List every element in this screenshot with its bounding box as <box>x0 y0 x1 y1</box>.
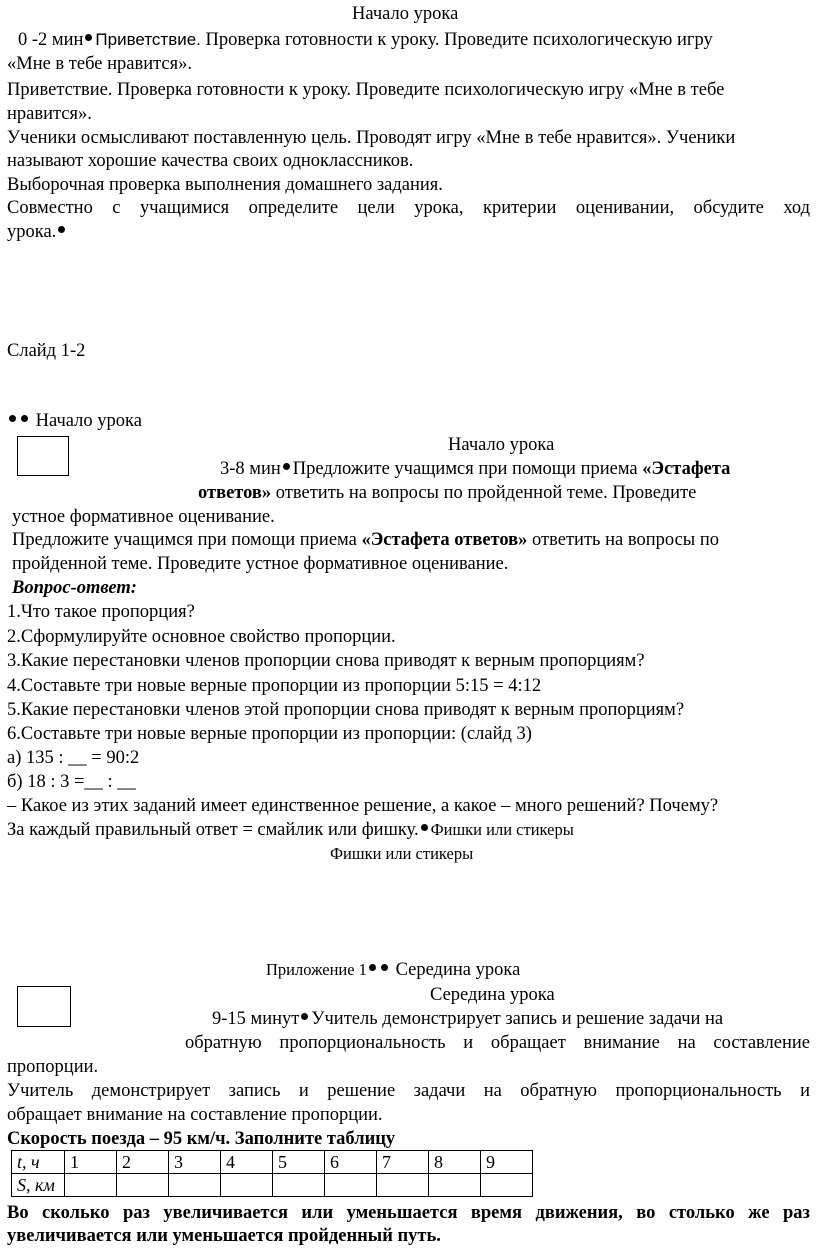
conclusion-b: увеличивается или уменьшается пройденный путь. <box>7 1226 441 1246</box>
table-cell-empty <box>377 1174 429 1197</box>
block3-time: 9-15 минут <box>212 1009 300 1029</box>
conclusion-a: Во сколько раз увеличивается или уменьшается время движения, во столько же раз <box>7 1203 810 1223</box>
block3-appendix-line <box>266 958 520 982</box>
question-3: 3.Какие перестановки членов пропорции снова приводят к верным пропорциям? <box>7 651 645 671</box>
table-cell: 8 <box>429 1151 481 1174</box>
block1-paragraph-4a: Совместно с учащимися определите цели урока, критерии оценивании, обсудите ход <box>7 198 810 218</box>
block2-line-2 <box>198 481 696 505</box>
row-label-time: t, ч <box>12 1151 65 1174</box>
table-cell-empty <box>169 1174 221 1197</box>
table-cell-empty <box>65 1174 117 1197</box>
block2-paragraph-1d: пройденной теме. Проведите устное формативное оценивание. <box>12 554 509 574</box>
question-4: 4.Составьте три новые верные пропорции из пропорции 5:15 = 4:12 <box>7 676 542 696</box>
block2-paragraph-1 <box>12 528 719 552</box>
bullet-icon <box>301 1013 308 1020</box>
block1-paragraph-4b: урока. <box>7 222 57 242</box>
bullet-icon <box>381 964 388 971</box>
table-cell-empty <box>325 1174 377 1197</box>
question-5: 5.Какие перестановки членов этой пропорции снова приводят к верным пропорциям? <box>7 700 685 720</box>
section-heading-start: Начало урока <box>352 4 459 24</box>
block2-paragraph-1a: Предложите учащимся при помощи приема <box>12 530 357 550</box>
block3-line-2: обратную пропорциональность и обращает внимание на составление <box>185 1033 810 1053</box>
table-cell: 1 <box>65 1151 117 1174</box>
bullet-icon <box>369 964 376 971</box>
block3-line-1 <box>212 1007 723 1031</box>
table-cell: 5 <box>273 1151 325 1174</box>
block2-line-3: устное формативное оценивание. <box>12 507 275 527</box>
bullet-icon <box>85 34 92 41</box>
block1-paragraph-2b: называют хорошие качества своих одноклассников. <box>7 151 414 171</box>
table-cell-empty <box>117 1174 169 1197</box>
block1-paragraph-2a: Ученики осмысливают поставленную цель. Проводят игру «Мне в тебе нравится». Ученики <box>7 128 736 148</box>
slide-label: Слайд 1-2 <box>7 341 86 361</box>
table-cell-empty <box>481 1174 533 1197</box>
reward-line <box>7 818 574 842</box>
question-2: 2.Сформулируйте основное свойство пропорции. <box>7 627 396 647</box>
question-followup: – Какое из этих заданий имеет единственное решение, а какое – много решений? Почему? <box>7 796 719 816</box>
qa-heading: Вопрос-ответ: <box>12 578 137 598</box>
block3-line-3: пропорции. <box>7 1057 99 1077</box>
empty-box <box>17 986 71 1027</box>
block2-paragraph-1c: ответить на вопросы по <box>532 530 719 550</box>
appendix-label: Приложение 1 <box>266 960 367 979</box>
reward-note: Фишки или стикеры <box>430 820 574 839</box>
question-6: 6.Составьте три новые верные пропорции из пропорции: (слайд 3) <box>7 724 532 744</box>
block1-title-sans: Приветствие. <box>95 30 201 49</box>
table-row <box>12 1151 533 1174</box>
table-cell-empty <box>429 1174 481 1197</box>
block2-line-1a: Предложите учащимся при помощи приема <box>292 459 638 479</box>
table-cell: 3 <box>169 1151 221 1174</box>
question-6a: а) 135 : __ = 90:2 <box>7 748 140 768</box>
question-6b: б) 18 : 3 =__ : __ <box>7 772 136 792</box>
table-cell-empty <box>221 1174 273 1197</box>
block2-line-2b: ответить на вопросы по пройденной теме. Проведите <box>275 483 697 503</box>
block2-bullets-heading-line <box>7 409 142 433</box>
reward-text: За каждый правильный ответ = смайлик или фишку. <box>7 820 419 840</box>
block1-time: 0 -2 мин <box>18 30 84 50</box>
table-cell: 6 <box>325 1151 377 1174</box>
reward-note-center: Фишки или стикеры <box>330 844 474 863</box>
block3-paragraph-1b: обращает внимание на составление пропорции. <box>7 1105 383 1125</box>
bullet-icon <box>283 463 290 470</box>
table-cell: 9 <box>481 1151 533 1174</box>
bullet-icon <box>421 824 428 831</box>
empty-box <box>17 436 69 476</box>
block2-line-1b: «Эстафета <box>642 459 731 479</box>
block1-paragraph-3: Выборочная проверка выполнения домашнего задания. <box>7 175 443 195</box>
table-cell-empty <box>273 1174 325 1197</box>
bullet-icon <box>9 415 16 422</box>
block2-line-1 <box>220 457 730 481</box>
bullet-icon <box>21 415 28 422</box>
question-1: 1.Что такое пропорция? <box>7 602 195 622</box>
section-heading-start-2: Начало урока <box>448 435 555 455</box>
block1-paragraph-1a: Приветствие. Проверка готовности к уроку. Проведите психологическую игру «Мне в тебе <box>7 80 725 100</box>
block1-paragraph-4b-line <box>7 220 68 244</box>
block3-paragraph-1a: Учитель демонстрирует запись и решение задачи на обратную пропорциональность и <box>7 1081 810 1101</box>
table-cell: 7 <box>377 1151 429 1174</box>
block2-paragraph-1b: «Эстафета ответов» <box>361 530 528 550</box>
block3-line-1-text: Учитель демонстрирует запись и решение задачи на <box>311 1009 724 1029</box>
block2-line-2a: ответов» <box>198 483 272 503</box>
speed-table <box>11 1150 533 1197</box>
row-label-distance: S, км <box>12 1174 65 1197</box>
bullet-icon <box>58 226 65 233</box>
block2-time: 3-8 мин <box>220 459 281 479</box>
table-row <box>12 1174 533 1197</box>
block2-bullets-heading: Начало урока <box>35 411 142 431</box>
block1-title-line <box>18 28 713 52</box>
block1-title-rest: Проверка готовности к уроку. Проведите психологическую игру <box>205 30 713 50</box>
block3-bullets-heading: Середина урока <box>395 960 521 980</box>
block1-paragraph-1b: нравится». <box>7 104 92 124</box>
table-cell: 4 <box>221 1151 273 1174</box>
task-title: Скорость поезда – 95 км/ч. Заполните таблицу <box>7 1129 396 1149</box>
table-cell: 2 <box>117 1151 169 1174</box>
section-heading-middle: Середина урока <box>430 985 555 1005</box>
block1-title-cont: «Мне в тебе нравится». <box>7 54 192 74</box>
